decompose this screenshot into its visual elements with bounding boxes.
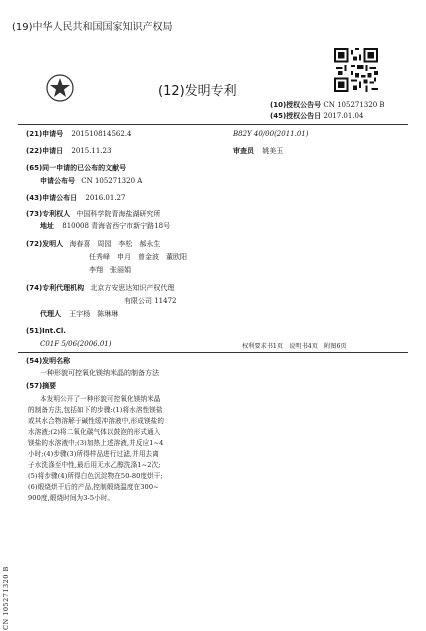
- grant-date-label: (45)授权公告日: [270, 112, 322, 120]
- app-no: 201510814562.4: [71, 130, 132, 138]
- prior-pub: CN 105271320 A: [81, 177, 143, 185]
- side-publication-number: CN 105271320 B: [2, 566, 10, 630]
- abstract-line: 镁盐的水溶液中;(3)加热上述溶液,并反应1~4: [28, 439, 164, 447]
- page-summary: 权利要求书1页 说明书4页 附图6页: [242, 343, 347, 350]
- abstract-line: (6)煅烧烘干后的产品,控制煅烧温度在300~: [28, 483, 159, 491]
- grant-no-label: (10)授权公告号: [270, 101, 322, 109]
- address: 810008 青海省西宁市新宁路18号: [62, 222, 171, 230]
- app-no-label: (21)申请号: [26, 130, 64, 138]
- abstract-line: 900度,煅烧时间为3-5小时。: [28, 494, 115, 502]
- abstract-line: 子水洗涤至中性,最后用无水乙醇洗涤1~2次;: [28, 461, 161, 469]
- qr-code-icon: [334, 48, 378, 92]
- inventors-line-3: 李翔 张丽娟: [89, 266, 131, 274]
- abstract-label: (57)摘要: [26, 382, 57, 390]
- prior-date-label: (43)申请公布日: [26, 194, 78, 202]
- examiner-label: 审查员: [233, 147, 254, 155]
- abstract-line: 本发明公开了一种形貌可控氧化镁纳米晶: [40, 395, 161, 403]
- ref-class: B82Y 40/00(2011.01): [233, 130, 309, 138]
- header-divider: [18, 124, 408, 125]
- abstract-line: 水溶液;(2)将二氧化碳气体以鼓泡的形式通入: [28, 428, 161, 436]
- intcl-value: C01F 5/06(2006.01): [40, 340, 112, 348]
- agency-line-2: 有限公司 11472: [124, 297, 177, 305]
- abstract-line: 小时;(4)步骤(3)所得样品进行过滤,并用去离: [28, 450, 159, 458]
- abstract-line: (5)将步骤(4)所得白色沉淀物在50-80度烘干;: [28, 472, 163, 480]
- examiner: 姚美玉: [262, 147, 284, 155]
- agent: 王宇杨 陈琳琳: [69, 310, 119, 318]
- invention-title: 一种形貌可控氧化镁纳米晶的制备方法: [40, 369, 159, 377]
- emblem-icon: [44, 72, 76, 104]
- abstract-line: 的制备方法,包括如下的步骤:(1)将水溶性镁盐: [28, 406, 163, 414]
- prior-date: 2016.01.27: [85, 194, 126, 202]
- doc-type: (12)发明专利: [158, 84, 237, 99]
- agency-label: (74)专利代理机构: [26, 284, 85, 292]
- app-date: 2015.11.23: [71, 147, 112, 155]
- patentee-label: (73)专利权人: [26, 210, 71, 218]
- prior-doc-label: (65)同一申请的已公布的文献号: [26, 164, 127, 172]
- grant-no: CN 105271320 B: [323, 101, 385, 109]
- intcl-label: (51)Int.Cl.: [26, 327, 66, 335]
- prior-pub-label: 申请公布号: [40, 177, 75, 185]
- title-label: (54)发明名称: [26, 357, 71, 365]
- abstract-line: 或其水合物溶解于碱性缓冲溶液中,形成镁盐的: [28, 417, 165, 425]
- address-label: 地址: [40, 222, 54, 230]
- inventors-line-1: 海春喜 周园 李松 郝永生: [69, 240, 161, 248]
- inventors-label: (72)发明人: [26, 240, 64, 248]
- inventors-line-2: 任秀峰 申月 曾金波 董欧阳: [89, 253, 187, 261]
- grant-date: 2017.01.04: [323, 112, 364, 120]
- section-divider: [18, 352, 408, 353]
- agency-line-1: 北京方安思达知识产权代理: [90, 284, 175, 292]
- patentee: 中国科学院青海盐湖研究所: [76, 210, 161, 218]
- office-name: (19)中华人民共和国国家知识产权局: [12, 22, 173, 33]
- app-date-label: (22)申请日: [26, 147, 64, 155]
- agent-label: 代理人: [40, 310, 61, 318]
